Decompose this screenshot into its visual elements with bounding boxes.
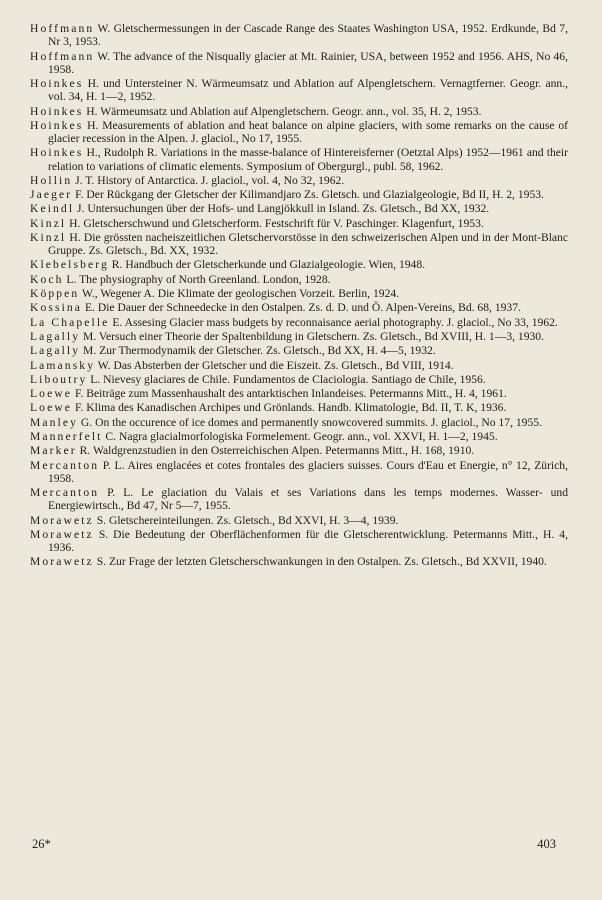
- reference-entry: [30, 316, 568, 329]
- reference-entry: [30, 119, 568, 145]
- reference-author: Jaeger: [30, 188, 73, 202]
- reference-author: Kinzl: [30, 230, 67, 244]
- reference-author: La Chapelle: [30, 315, 110, 329]
- reference-entry: [30, 330, 568, 343]
- reference-entry: [30, 430, 568, 443]
- reference-text: W., Wegener A. Die Klimate der geologischen Vorzeit. Berlin, 1924.: [79, 287, 400, 301]
- reference-author: Keindl: [30, 202, 75, 216]
- reference-entry: [30, 301, 568, 314]
- reference-text: J. Untersuchungen über der Hofs- und Langjökkull in Island. Zs. Gletsch., Bd XX, 1932.: [74, 202, 490, 216]
- reference-text: S. Die Bedeutung der Oberflächenformen für die Gletscherentwicklung. Petermanns Mitt., H. 4, 1936.: [48, 527, 568, 555]
- page-number: 403: [537, 837, 556, 851]
- reference-author: Mannerfelt: [30, 430, 103, 444]
- reference-list: [30, 22, 568, 570]
- reference-entry: [30, 486, 568, 512]
- reference-entry: [30, 273, 568, 286]
- reference-author: Lamansky: [30, 358, 96, 372]
- reference-entry: [30, 217, 568, 230]
- reference-author: Morawetz: [30, 555, 94, 569]
- reference-entry: [30, 528, 568, 554]
- reference-text: M. Versuch einer Theorie der Spaltenbildung in Gletschern. Zs. Gletsch., Bd XVIII, H. 1—3, 1930.: [80, 329, 544, 343]
- reference-entry: [30, 188, 568, 201]
- reference-entry: [30, 416, 568, 429]
- reference-text: E. Assesing Glacier mass budgets by reconnaisance aerial photography. J. glaciol., No 33, 1962.: [109, 315, 558, 329]
- reference-entry: [30, 287, 568, 300]
- reference-author: Liboutry: [30, 372, 88, 386]
- reference-text: M. Zur Thermodynamik der Gletscher. Zs. Gletsch., Bd XX, H. 4—5, 1932.: [80, 344, 436, 358]
- reference-entry: [30, 401, 568, 414]
- reference-entry: [30, 22, 568, 48]
- reference-entry: [30, 146, 568, 172]
- reference-entry: [30, 231, 568, 257]
- reference-text: R. Waldgrenzstudien in den Osterreichischen Alpen. Petermanns Mitt., H. 168, 1910.: [76, 444, 475, 458]
- reference-text: J. T. History of Antarctica. J. glaciol., vol. 4, No 32, 1962.: [72, 173, 345, 187]
- reference-author: Hoffmann: [30, 49, 95, 63]
- reference-text: W. Das Absterben der Gletscher und die Eiszeit. Zs. Gletsch., Bd VIII, 1914.: [95, 358, 454, 372]
- reference-text: H. Measurements of ablation and heat balance on alpine glaciers, with some remarks on the cause of glacier recession in the Alpen. J. glaciol., No 17, 1955.: [48, 118, 568, 145]
- reference-text: R. Handbuch der Gletscherkunde und Glazialgeologie. Wien, 1948.: [108, 258, 426, 272]
- reference-text: F. Klima des Kanadischen Archipes und Grönlands. Handb. Klimatologie, Bd. II, T. K, 1936.: [72, 401, 507, 415]
- reference-author: Morawetz: [30, 527, 94, 541]
- reference-entry: [30, 373, 568, 386]
- reference-text: C. Nagra glacialmorfologiska Formelement. Geogr. ann., vol. XXVI, H. 1—2, 1945.: [102, 430, 498, 444]
- reference-entry: [30, 387, 568, 400]
- reference-author: Köppen: [30, 287, 80, 301]
- reference-text: P. L. Le glaciation du Valais et ses Variations dans les temps modernes. Wasser- und Energiewirtsch., Bd 47, Nr 5—7, 1955.: [48, 486, 568, 513]
- reference-entry: [30, 174, 568, 187]
- reference-text: H. Wärmeumsatz und Ablation auf Alpengletschern. Geogr. ann., vol. 35, H. 2, 1953.: [83, 104, 482, 118]
- reference-text: L. Nievesy glaciares de Chile. Fundamentos de Claciologia. Santiago de Chile, 1956.: [87, 372, 486, 386]
- signature-mark: 26*: [32, 837, 51, 851]
- reference-text: F. Beiträge zum Massenhaushalt des antarktischen Inlandeises. Petermanns Mitt., H. 4, 1961.: [72, 387, 507, 401]
- reference-entry: [30, 359, 568, 372]
- reference-author: Lagally: [30, 344, 81, 358]
- reference-author: Loewe: [30, 401, 73, 415]
- reference-author: Lagally: [30, 329, 81, 343]
- reference-text: L. The physiography of North Greenland. London, 1928.: [63, 272, 331, 286]
- reference-author: Hoinkes: [30, 77, 84, 90]
- reference-text: G. On the occurence of ice domes and permanently snowcovered summits. J. glaciol., No 17, 1955.: [78, 415, 542, 429]
- reference-author: Marker: [30, 444, 77, 458]
- reference-author: Klebelsberg: [30, 258, 109, 272]
- reference-text: S. Zur Frage der letzten Gletscherschwankungen in den Ostalpen. Zs. Gletsch., Bd XXVII, 1940.: [93, 555, 547, 569]
- reference-author: Manley: [30, 415, 79, 429]
- reference-entry: [30, 344, 568, 357]
- reference-author: Hoinkes: [30, 104, 84, 118]
- reference-text: H. Gletscherschwund und Gletscherform. Festschrift für V. Paschinger. Klagenfurt, 1953.: [66, 216, 484, 230]
- reference-author: Koch: [30, 272, 64, 286]
- reference-author: Hoffmann: [30, 22, 95, 35]
- reference-author: Kinzl: [30, 216, 67, 230]
- reference-entry: [30, 77, 568, 103]
- reference-author: Kossina: [30, 301, 83, 315]
- reference-author: Morawetz: [30, 513, 94, 527]
- reference-text: F. Der Rückgang der Gletscher der Kilimandjaro Zs. Gletsch. und Glazialgeologie, Bd II, H. 2, 1953.: [72, 188, 544, 202]
- reference-entry: [30, 202, 568, 215]
- reference-author: Loewe: [30, 387, 73, 401]
- reference-author: Hoinkes: [30, 118, 84, 132]
- reference-author: Mercanton: [30, 458, 100, 472]
- reference-entry: [30, 555, 568, 568]
- reference-text: H. und Untersteiner N. Wärmeumsatz und Ablation auf Alpengletschern. Vernagtferner. Geogr. ann., vol. 34, H. 1—2, 1952.: [48, 77, 568, 104]
- reference-entry: [30, 50, 568, 76]
- reference-text: S. Gletschereinteilungen. Zs. Gletsch., Bd XXVI, H. 3—4, 1939.: [93, 513, 399, 527]
- reference-entry: [30, 105, 568, 118]
- reference-author: Hollin: [30, 173, 73, 187]
- reference-text: P. L. Aires englacées et cotes frontales des glaciers suisses. Cours d'Eau et Energie, n° 12, Zürich, 1958.: [48, 458, 568, 485]
- reference-entry: [30, 444, 568, 457]
- reference-author: Hoinkes: [30, 146, 84, 160]
- reference-text: H., Rudolph R. Variations in the masse-balance of Hintereisferner (Oetztal Alps) 1952—1961 and their relation to variations of climatic elements. Symposium of Obergurgl., publ. 58, 1962.: [48, 146, 568, 173]
- reference-text: W. Gletschermessungen in der Cascade Range des Staates Washington USA, 1952. Erdkunde, Bd 7, Nr 3, 1953.: [48, 22, 568, 49]
- reference-text: H. Die grössten nacheiszeitlichen Gletschervorstösse in den schweizerischen Alpen und in der Mont-Blanc Gruppe. Zs. Gletsch., Bd. XX, 1932.: [48, 230, 568, 258]
- reference-entry: [30, 258, 568, 271]
- reference-author: Mercanton: [30, 486, 100, 500]
- reference-entry: [30, 459, 568, 485]
- reference-text: W. The advance of the Nisqually glacier at Mt. Rainier, USA, between 1952 and 1956. AHS, No 46, 1958.: [48, 49, 568, 76]
- reference-text: E. Die Dauer der Schneedecke in den Ostalpen. Zs. d. D. und Ö. Alpen-Vereins, Bd. 68, 1937.: [82, 301, 521, 315]
- reference-entry: [30, 514, 568, 527]
